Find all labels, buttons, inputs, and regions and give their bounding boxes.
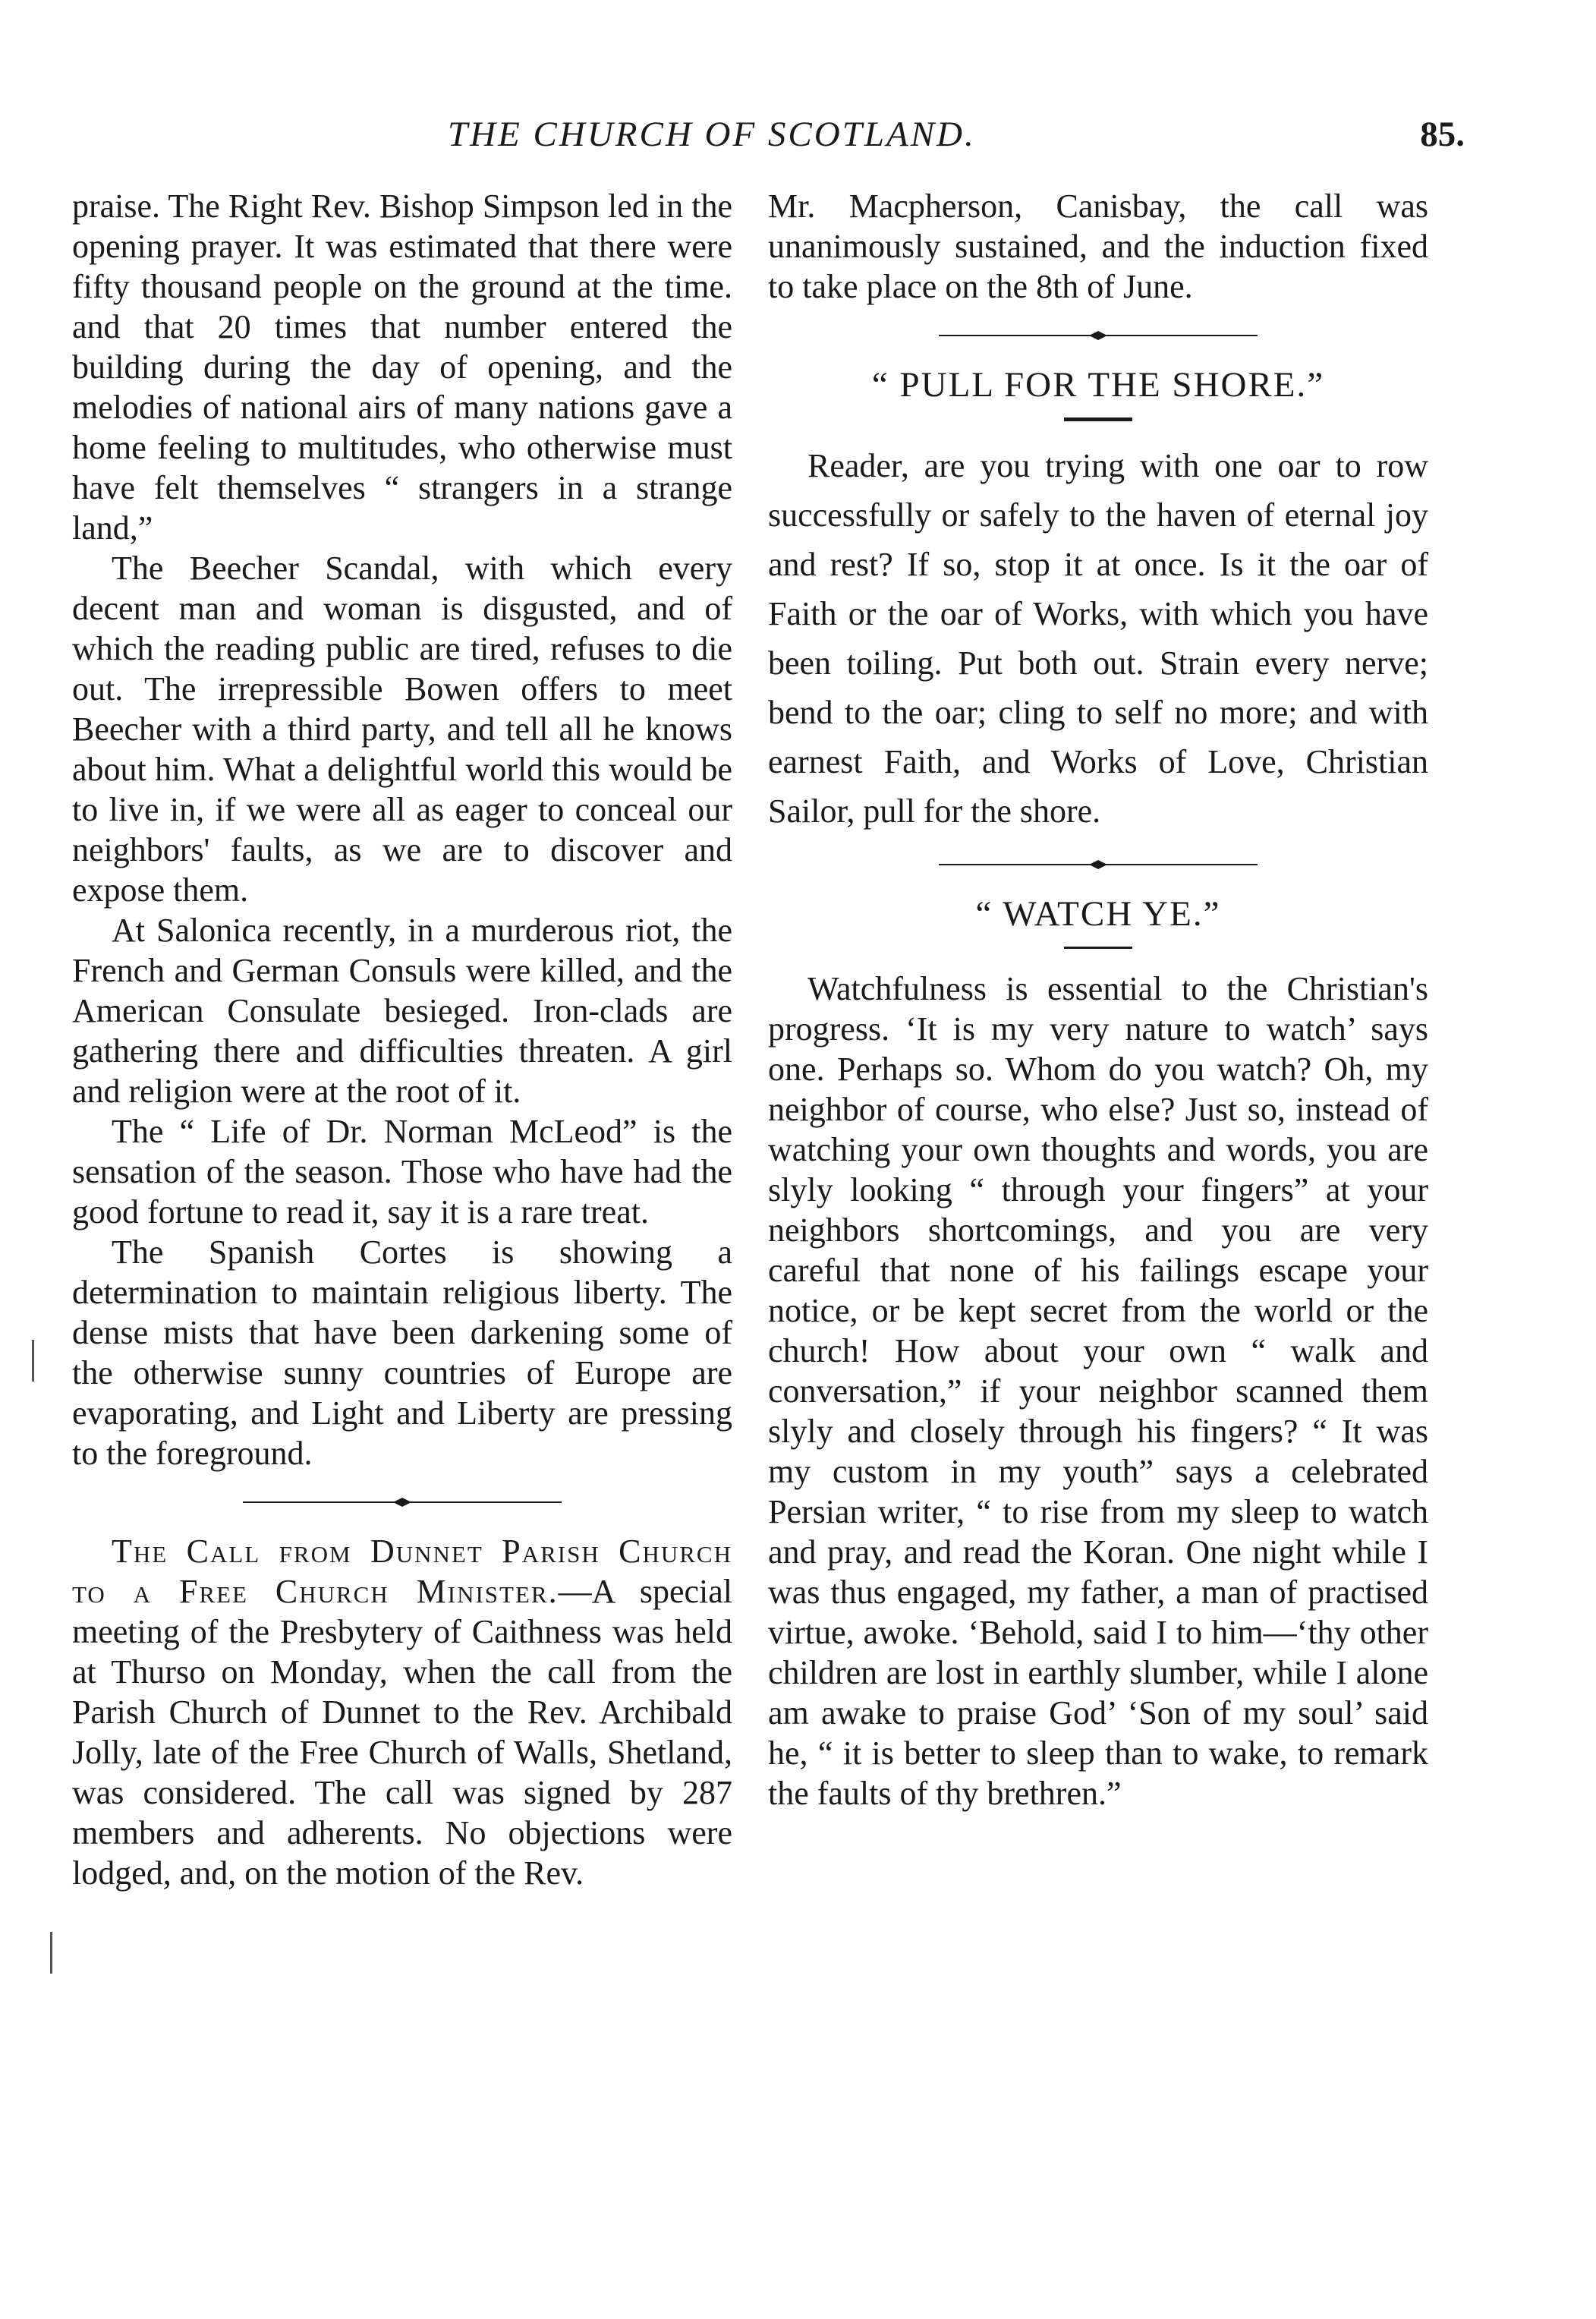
left-column <box>72 186 732 1893</box>
paragraph-beecher-scandal: The Beecher Scandal, with which every decent man and woman is disgusted, and of which the reading public are tired, refuses to die out. The irrepressible Bowen offers to meet Beecher with a third party, and tell all he knows about him. What a delightful world this would be to live in, if we were all as eager to conceal our neighbors' faults, as we are to discover and expose them. <box>72 550 732 909</box>
title-rule <box>1064 947 1132 949</box>
ornamental-divider <box>939 859 1258 871</box>
paragraph-spanish-cortes: The Spanish Cortes is showing a determination to maintain religious liberty. The dense mists that have been darkening some of the otherwise sunny countries of Europe are evaporating, and Light and Liberty are pressing to the foreground. <box>72 1234 732 1472</box>
dunnet-call-heading: The Call from Dunnet Parish Church to a Free Church Minister. <box>72 1533 732 1610</box>
paragraph-watch-ye: Watchfulness is essential to the Christian's progress. ‘It is my very nature to watch’ says one. Perhaps so. Whom do you watch? Oh, my neighbor of course, who else? Just so, instead of watching your own thoughts and words, you are slyly looking “ through your fingers” at your neighbors shortcomings, and you are very careful that none of his failings escape your notice, or be kept secret from the world or the church! How about your own “ walk and conversation,” if your neighbor scanned them slyly and closely through his fingers? “ It was my custom in my youth” says a celebrated Persian writer, “ to rise from my sleep to watch and pray, and read the Koran. One night while I was thus engaged, my father, a man of practised virtue, awoke. ‘Behold, said I to him—‘thy other children are lost in earthly slumber, while I alone am awake to praise God’ ‘Son of my soul’ said he, “ it is better to sleep than to wake, to remark the faults of thy brethren.” <box>768 970 1428 1812</box>
section-title-pull-for-the-shore: “ PULL FOR THE SHORE.” <box>871 365 1325 405</box>
paragraph-salonica-riot: At Salonica recently, in a murderous riot, the French and German Consuls were killed, and the American Consulate besieged. Iron-clads are gathering there and difficulties threaten. A girl and religion were at the root of it. <box>72 912 732 1110</box>
margin-mark <box>32 1340 34 1382</box>
margin-mark <box>50 1932 52 1974</box>
paragraph-norman-mcleod: The “ Life of Dr. Norman McLeod” is the sensation of the season. Those who have had the good fortune to read it, say it is a rare treat. <box>72 1113 732 1230</box>
running-header <box>395 114 1480 159</box>
section-title-watch-ye: “ WATCH YE.” <box>975 894 1221 934</box>
right-column <box>768 186 1428 1813</box>
paragraph-pull-for-the-shore: Reader, are you trying with one oar to row successfully or safely to the haven of eternal joy and rest? If so, stop it at once. Is it the oar of Faith or the oar of Works, with which you have been toiling. Put both out. Strain every nerve; bend to the oar; cling to self no more; and with earnest Faith, and Works of Love, Christian Sailor, pull for the shore. <box>768 447 1428 830</box>
dunnet-call-body: —A special meeting of the Presbytery of Caithness was held at Thurso on Monday, when the call from the Parish Church of Dunnet to the Rev. Archibald Jolly, late of the Free Church of Walls, Shetland, was considered. The call was signed by 287 members and adherents. No objections were lodged, and, on the motion of the Rev. <box>72 1573 733 1892</box>
page-number: 85. <box>1420 115 1465 154</box>
ornamental-divider <box>243 1496 562 1508</box>
title-rule <box>1064 417 1132 421</box>
running-title: THE CHURCH OF SCOTLAND. <box>448 115 976 154</box>
paragraph-exhibition-opening: praise. The Right Rev. Bishop Simpson led in the opening prayer. It was estimated that there were fifty thousand people on the ground at the time. and that 20 times that number entered the building during the day of opening, and the melodies of national airs of many nations gave a home feeling to multitudes, who otherwise must have felt themselves “ strangers in a strange land,” <box>72 187 732 547</box>
paragraph-dunnet-call <box>72 1531 732 1893</box>
paragraph-induction: Mr. Macpherson, Canisbay, the call was unanimously sustained, and the induction fixed to take place on the 8th of June. <box>768 187 1428 305</box>
ornamental-divider <box>939 329 1258 342</box>
